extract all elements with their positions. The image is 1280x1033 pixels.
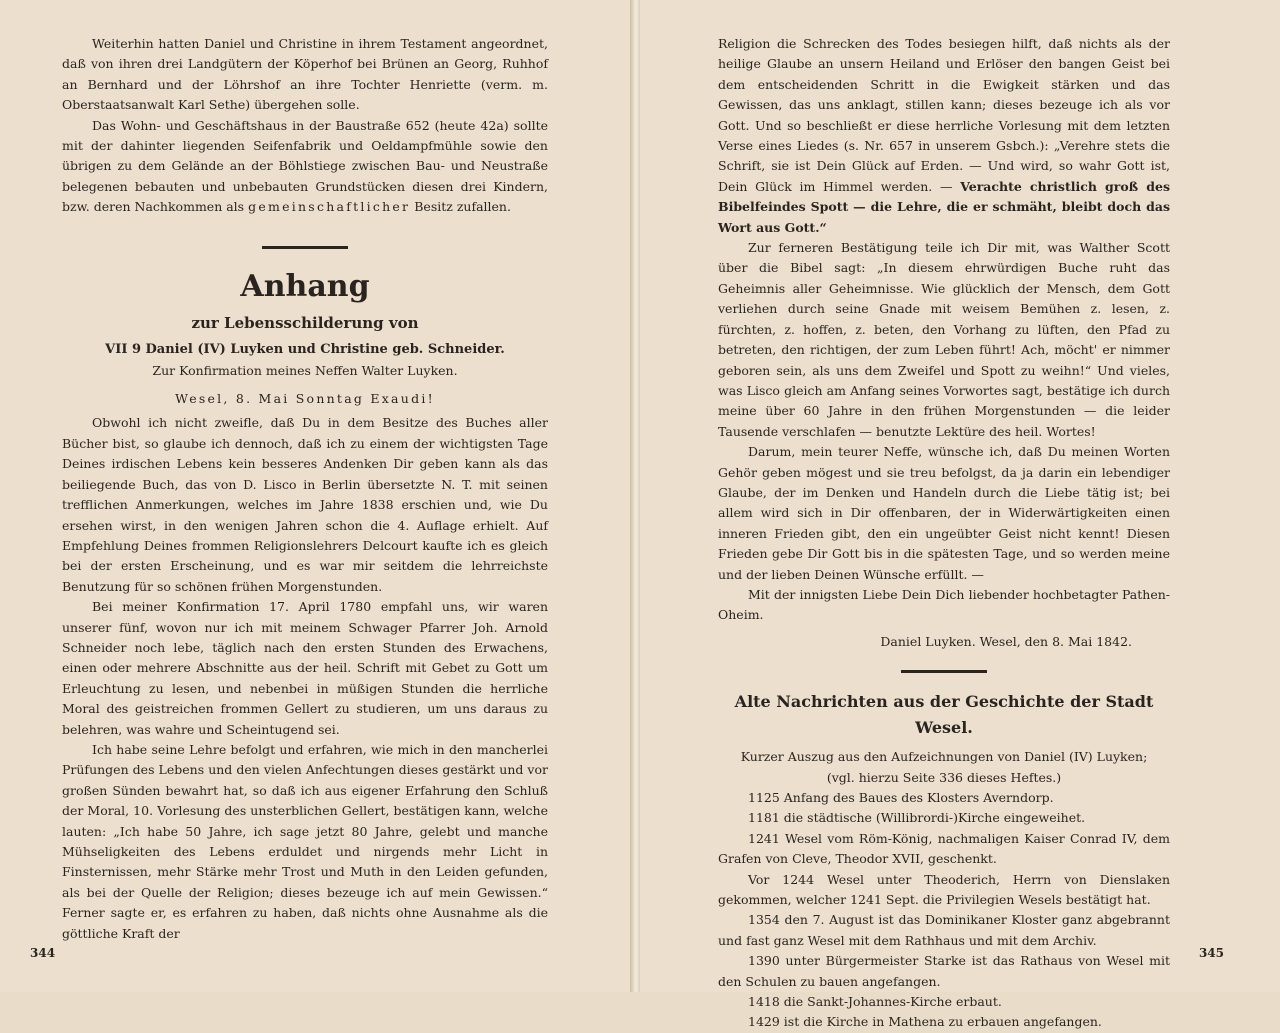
right-column [718,34,1170,1033]
anhang-heading: Anhang [240,268,370,304]
persons-heading: VII 9 Daniel (IV) Luyken und Christine geb. Schneider. [105,341,505,357]
intro-tail: Besitz zufallen. [410,199,511,215]
intro-paragraph-1: Weiterhin hatten Daniel und Christine in ihrem Testament angeordnet, daß von ihren drei Landgütern der Köperhof bei Brünen an Georg, Ruhhof an Bernhard und der Löhrshof an ihre Tochter Henriette (verm. m. Oberstaatsanwalt Karl Sethe) übergehen solle. [62,36,548,113]
left-column [62,34,548,944]
chronicle-entry: 1390 unter Bürgermeister Starke ist das Rathaus von Wesel mit den Schulen zu bauen angefangen. [718,953,1170,989]
closing-paragraph: Mit der innigsten Liebe Dein Dich liebender hochbetagter Pathen-Oheim. [718,586,1170,623]
page-number-right: 345 [1198,946,1224,960]
dateline: Wesel, 8. Mai Sonntag Exaudi! [175,391,435,407]
anhang-subheading: zur Lebensschilderung von [191,313,419,332]
page-number-left: 344 [30,946,56,960]
intro-paragraph-2-text: Das Wohn- und Geschäftshaus in der Baustraße 652 (heute 42a) sollte mit der dahinter liegenden Seifenfabrik und Oeldampfmühle sowie den übrigen zu dem Gelände an der Böhlstiege zwischen Bau- und Neustraße belegenen bebauten und unbebauten Grundstücken diesen drei Kindern, bzw. deren Nachkommen als [62,117,548,215]
excerpt-line: Kurzer Auszug aus den Aufzeichnungen von Daniel (IV) Luyken; [740,749,1148,765]
reference-line: (vgl. hierzu Seite 336 dieses Heftes.) [826,769,1062,785]
letter-paragraph-3: Ich habe seine Lehre befolgt und erfahren, wie mich in den mancherlei Prüfungen des Lebens und den vielen Anfechtungen dieses gestärkt und vor großen Sünden bewahrt hat, so daß ich aus eigener Erfahrung den Schluß der Moral, 10. Vorlesung des unsterblichen Gellert, bestätigen kann, welche lauten: „Ich habe 50 Jahre, ich sage jetzt 80 Jahre, gelebt und manche Mühseligkeiten des Lebens erduldet und nirgends mehr Licht in Finsternissen, mehr Stärke mehr Trost und Muth in den Leiden gefunden, als bei der Quelle der Religion; dieses bezeuge ich auf mein Gewissen.“ Ferner sagte er, es erfahren zu haben, daß nichts ohne Ausnahme als die göttliche Kraft der [62,741,548,941]
scott-paragraph: Zur ferneren Bestätigung teile ich Dir mit, was Walther Scott über die Bibel sagt: „In diesem ehrwürdigen Buche ruht das Geheimnis aller Geheimnisse. Wie glücklich der Mensch, dem Gott verliehen durch seine Gnade mit weisem Bemühen z. lesen, z. fürchten, z. hoffen, z. beten, den Vorhang zu lüften, den Pfad zu betreten, den richtigen, der zum Leben führt! Ach, möcht' er nimmer geboren sein, als uns dem Zweifel und Spott zu weihn!“ Und vieles, was Lisco gleich am Anfang seines Vorwortes sagt, bestätige ich durch meine über 60 Jahre in den frühen Morgenstunden — die leider Tausende verschlafen — benutzte Lektüre des heil. Wortes! [718,240,1170,439]
chronicle-heading: Alte Nachrichten aus der Geschichte der Stadt Wesel. [734,692,1154,738]
chronicle-entry: 1418 die Sankt-Johannes-Kirche erbaut. [748,994,1002,1010]
continuation-bold-quote: Verachte christlich groß des Bibelfeindes Spott — die Lehre, die er schmäht, bleibt doch das Wort aus Gott.“ [718,178,1170,235]
continuation-text: Religion die Schrecken des Todes besiegen hilft, daß nichts als der heilige Glaube an unsern Heiland und Erlöser den bangen Geist bei dem entscheidenden Schritt in die Ewigkeit stärken und das Gewissen, das uns anklagt, stillen kann; dieses bezeuge ich als vor Gott. Und so beschließt er diese herrliche Vorlesung mit dem letzten Verse eines Liedes (s. Nr. 657 in unserem Gsbch.): „Verehre stets die Schrift, sie ist Dein Glück auf Erden. — Und wird, so wahr Gott ist, Dein Glück im Himmel werden. — [718,36,1170,194]
occasion-line: Zur Konfirmation meines Neffen Walter Luyken. [152,362,458,378]
advice-paragraph: Darum, mein teurer Neffe, wünsche ich, daß Du meinen Worten Gehör geben mögest und sie treu befolgst, da ja darin ein lebendiger Glaube, der im Denken und Handeln durch die Liebe tätig ist; bei allem wird sich in Dir offenbaren, der in Widerwärtigkeiten einen inneren Frieden gibt, den ein ungeübter Geist nicht kennt! Diesen Frieden gebe Dir Gott bis in die spätesten Tage, und so werden meine und der lieben Deinen Wünsche erfüllt. — [718,444,1170,582]
chronicle-entry: 1241 Wesel vom Röm-König, nachmaligen Kaiser Conrad IV, dem Grafen von Cleve, Theodor XVII, geschenkt. [718,830,1170,867]
chronicle-entry: 1181 die städtische (Willibrordi-)Kirche eingeweihet. [748,810,1086,826]
left-page [0,0,632,992]
chronicle-entry: 1125 Anfang des Baues des Klosters Averndorp. [748,790,1054,805]
right-page [640,0,1280,1030]
intro-spaced-word: gemeinschaftlicher [248,199,411,215]
chronicle-entry: 1354 den 7. August ist das Dominikaner Kloster ganz abgebrannt und fast ganz Wesel mit dem Rathhaus und mit dem Archiv. [718,912,1170,948]
intro-paragraph-2 [62,116,548,218]
letter-paragraph-2: Bei meiner Konfirmation 17. April 1780 empfahl uns, wir waren unserer fünf, wovon nur ich mit meinem Schwager Pfarrer Joh. Arnold Schneider noch lebe, täglich nach den ersten Stunden des Erwachens, einen oder mehrere Abschnitte aus der heil. Schrift mit Gebet zu Gott um Erleuchtung zu lesen, und nebenbei in müßigen Stunden die herrliche Moral des geistreichen frommen Gellert zu studieren, um uns daraus zu belehren, was wahre und Scheintugend sei. [62,599,548,737]
chronicle-list [718,788,1170,1033]
letter-paragraph-1: Obwohl ich nicht zweifle, daß Du in dem Besitze des Buches aller Bücher bist, so glaube ich dennoch, daß ich zu einem der wichtigsten Tage Deines irdischen Lebens kein besseres Andenken Dir geben kann als das beiliegende Buch, das von D. Lisco in Berlin übersetzte N. T. mit seinen trefflichen Anmerkungen, welches im Jahre 1838 erschien und, wie Du ersehen wirst, in den wenigen Jahren schon die 4. Auflage erhielt. Auf Empfehlung Deines frommen Religionslehrers Delcourt kaufte ich es gleich bei der ersten Erscheinung, und es war mir seitdem die lehrreichste Benutzung für so schönen frühen Morgenstunden. [62,415,548,594]
continuation-paragraph [718,34,1170,238]
chronicle-entry: 1429 ist die Kirche in Mathena zu erbauen angefangen. [748,1014,1102,1030]
signature-line: Daniel Luyken. Wesel, den 8. Mai 1842. [880,633,1132,649]
chronicle-entry: Vor 1244 Wesel unter Theoderich, Herrn von Dienslaken gekommen, welcher 1241 Sept. die Privilegien Wesels bestätigt hat. [718,871,1170,908]
